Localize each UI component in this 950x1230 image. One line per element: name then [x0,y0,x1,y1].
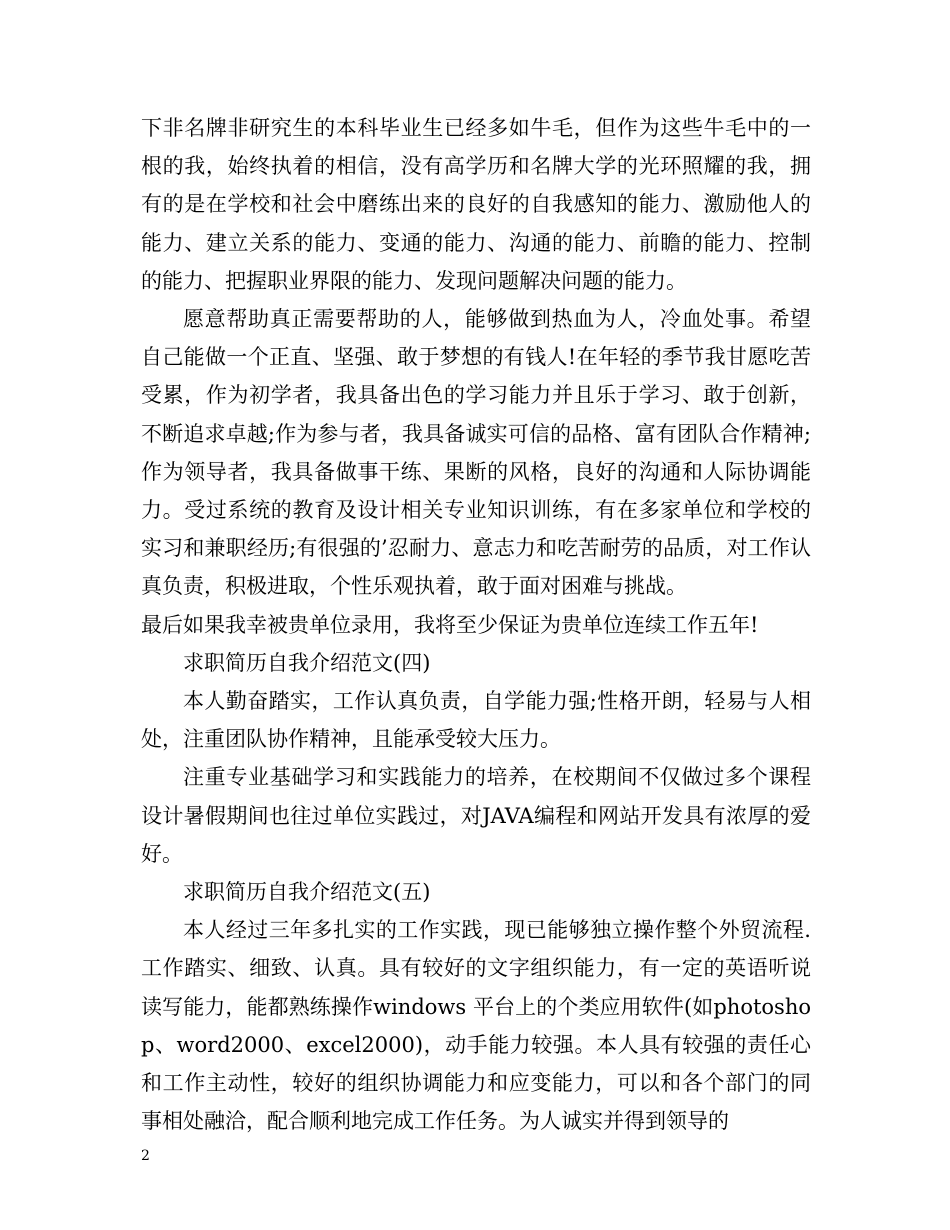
paragraph-commitment: 最后如果我幸被贵单位录用，我将至少保证为贵单位连续工作五年! [141,612,759,637]
page-number: 2 [141,1148,150,1164]
paragraph-practice: 注重专业基础学习和实践能力的培养，在校期间不仅做过多个课程设计暑假期间也往过单位实践过，对JAVA编程和网站开发具有浓厚的爱好。 [141,765,811,866]
document-body [141,109,811,1140]
paragraph-personality: 本人勤奋踏实，工作认真负责，自学能力强;性格开朗，轻易与人相处，注重团队协作精神，且能承受较大压力。 [141,689,811,752]
paragraph-willingness: 愿意帮助真正需要帮助的人，能够做到热血为人，冷血处事。希望自己能做一个正直、坚强、敢于梦想的有钱人!在年轻的季节我甘愿吃苦受累，作为初学者，我具备出色的学习能力并且乐于学习、敢于创新，不断追求卓越;作为参与者，我具备诚实可信的品格、富有团队合作精神;作为领导者，我具备做事干练、果断的风格，良好的沟通和人际协调能力。受过系统的教育及设计相关专业知识训练，有在多家单位和学校的实习和兼职经历;有很强的’忍耐力、意志力和吃苦耐劳的品质，对工作认真负责，积极进取，个性乐观执着，敢于面对困难与挑战。 [141,307,811,599]
section-heading-five: 求职简历自我介绍范文(五) [183,880,431,905]
section-heading-four: 求职简历自我介绍范文(四) [183,650,431,675]
paragraph-experience: 本人经过三年多扎实的工作实践，现已能够独立操作整个外贸流程.工作踏实、细致、认真。具有较好的文字组织能力，有一定的英语听说读写能力，能都熟练操作windows 平台上的个类应用软件(如photoshop、word2000、excel2000)，动手能力较强。本人具有较强的责任心和工作主动性，较好的组织协调能力和应变能力，可以和各个部门的同事相处融洽，配合顺利地完成工作任务。为人诚实并得到领导的 [141,918,811,1134]
paragraph-abilities: 下非名牌非研究生的本科毕业生已经多如牛毛，但作为这些牛毛中的一根的我，始终执着的相信，没有高学历和名牌大学的光环照耀的我，拥有的是在学校和社会中磨练出来的良好的自我感知的能力、激励他人的能力、建立关系的能力、变通的能力、沟通的能力、前瞻的能力、控制的能力、把握职业界限的能力、发现问题解决问题的能力。 [141,116,811,293]
